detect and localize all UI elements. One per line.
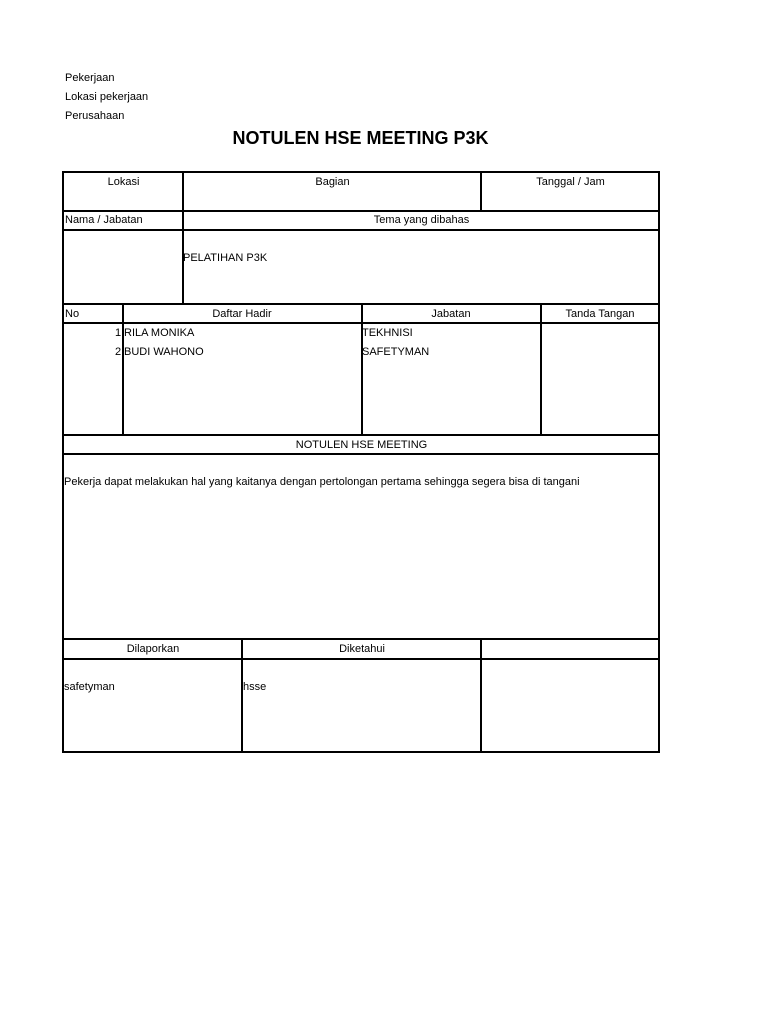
divider [122,303,124,434]
divider [361,303,363,434]
attendee-jabatan: TEKHNISI [362,327,413,339]
diketahui-value: hsse [243,681,267,693]
attendee-jabatan: SAFETYMAN [362,346,430,358]
divider [63,229,659,231]
tanggal-label: Tanggal / Jam [536,176,605,188]
attendee-name: BUDI WAHONO [124,346,204,358]
attendee-name: RILA MONIKA [124,327,195,339]
bagian-label: Bagian [315,176,350,188]
divider [63,434,659,436]
row-number: 1 [115,327,122,339]
nama-jabatan-label: Nama / Jabatan [65,214,143,226]
notulen-text: Pekerja dapat melakukan hal yang kaitanya dengan pertolongan pertama sehingga segera bisa di tangani [64,476,580,488]
dilaporkan-value: safetyman [64,681,115,693]
divider [63,658,659,660]
dilaporkan-label: Dilaporkan [126,643,180,655]
divider [241,638,243,752]
header-perusahaan: Perusahaan [65,110,125,122]
header-lokasi-pekerjaan: Lokasi pekerjaan [65,91,149,103]
tanda-tangan-header: Tanda Tangan [565,308,635,320]
no-header: No [65,308,80,320]
jabatan-header: Jabatan [431,308,471,320]
divider [63,638,659,640]
divider [63,210,659,212]
page-title: NOTULEN HSE MEETING P3K [232,128,489,148]
header-pekerjaan: Pekerjaan [65,72,115,84]
table-border [62,171,660,753]
daftar-hadir-header: Daftar Hadir [212,308,272,320]
lokasi-label: Lokasi [107,176,140,188]
divider [480,638,482,752]
diketahui-label: Diketahui [339,643,385,655]
row-number: 2 [115,346,122,358]
notulen-header: NOTULEN HSE MEETING [295,439,428,451]
divider [63,453,659,455]
tema-label: Tema yang dibahas [373,214,470,226]
divider [540,303,542,434]
tema-value: PELATIHAN P3K [183,252,268,264]
